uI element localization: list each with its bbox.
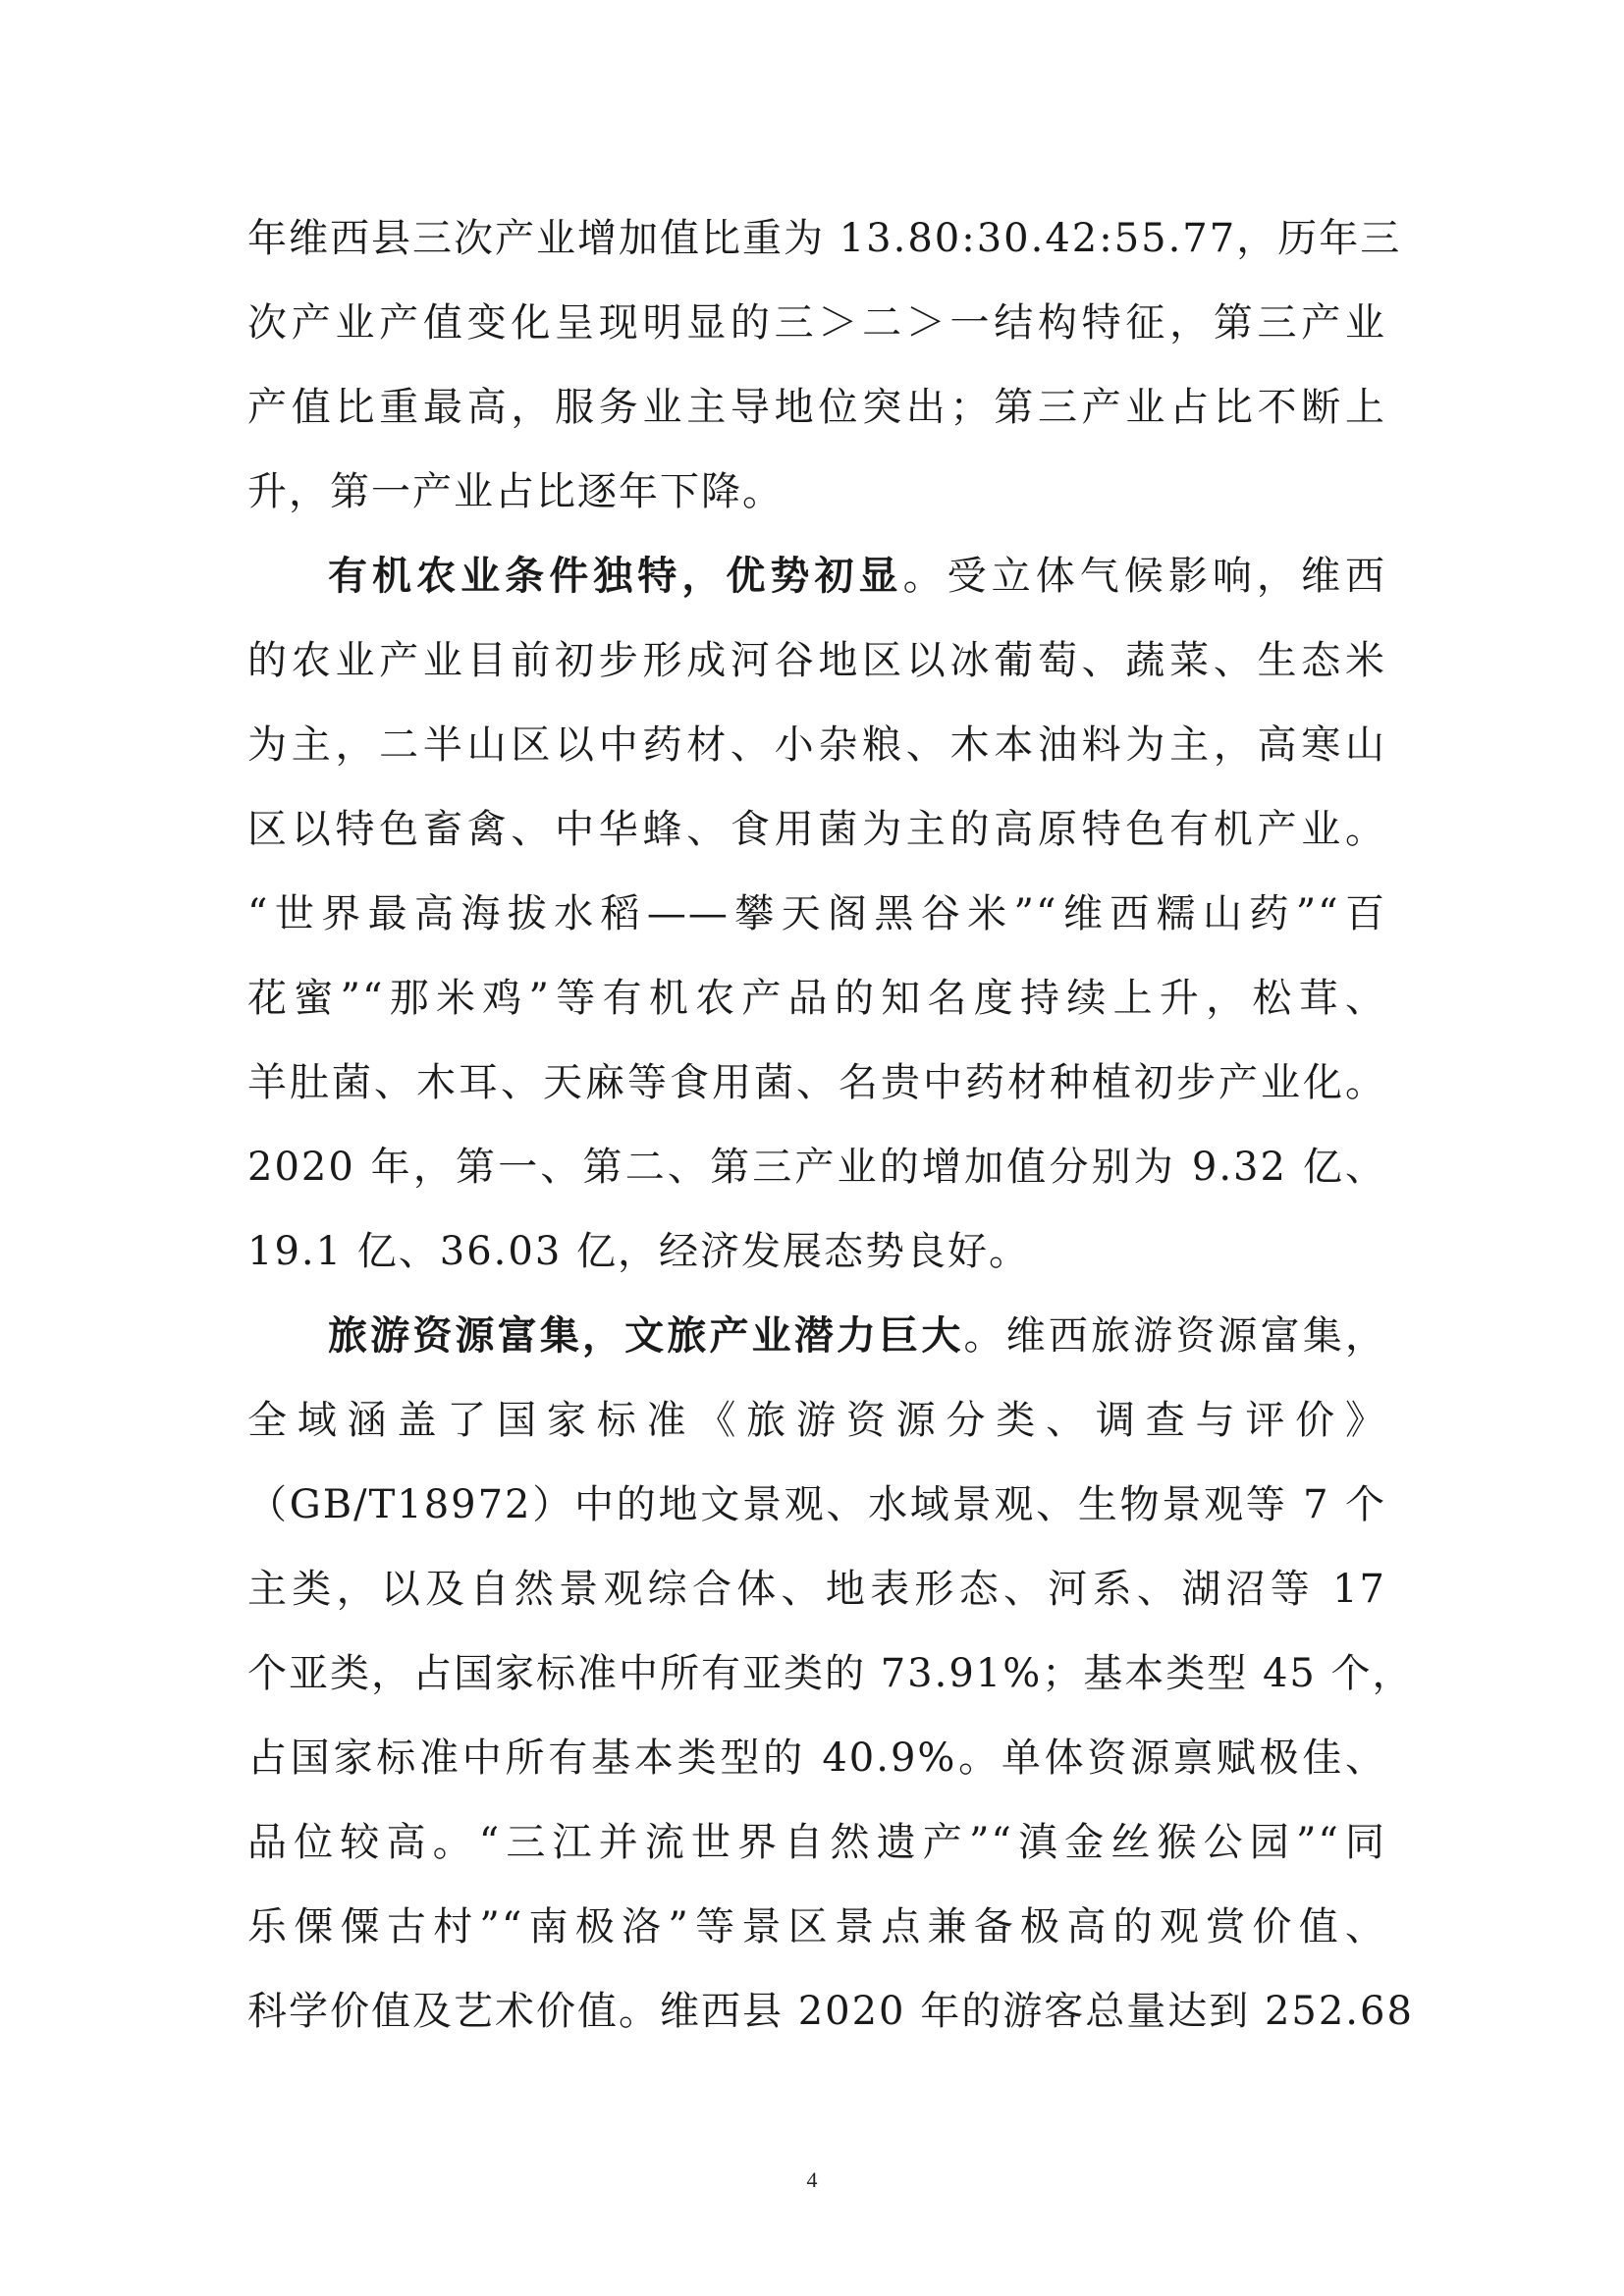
paragraph-industry-structure [247, 196, 1402, 534]
text-line: 羊肚菌、木耳、天麻等食用菌、名贵中药材种植初步产业化。 [247, 1060, 1386, 1105]
text-line: 花蜜”“那米鸡”等有机农产品的知名度持续上升，松茸、 [247, 976, 1386, 1021]
text-line: 全域涵盖了国家标准《旅游资源分类、调查与评价》 [247, 1398, 1386, 1443]
text-line: 个亚类，占国家标准中所有亚类的 73.91%；基本类型 45 个， [247, 1651, 1414, 1696]
text-line: 产值比重最高，服务业主导地位突出；第三产业占比不断上 [247, 385, 1386, 430]
text-line: 科学价值及艺术价值。维西县 2020 年的游客总量达到 252.68 [247, 1989, 1414, 2034]
text-line [247, 534, 1386, 618]
text-line: 乐傈僳古村”“南极洛”等景区景点兼备极高的观赏价值、 [247, 1904, 1386, 1949]
text-line: 的农业产业目前初步形成河谷地区以冰葡萄、蔬菜、生态米 [247, 638, 1386, 683]
text-line: 升，第一产业占比逐年下降。 [247, 469, 784, 514]
text-line: （GB/T18972）中的地文景观、水域景观、生物景观等 7 个 [247, 1482, 1386, 1527]
text-line: 区以特色畜禽、中华蜂、食用菌为主的高原特色有机产业。 [247, 807, 1386, 852]
text-line: 主类，以及自然景观综合体、地表形态、河系、湖沼等 17 [247, 1567, 1386, 1612]
text-line: 年维西县三次产业增加值比重为 13.80:30.42:55.77，历年三 [247, 216, 1402, 261]
text-line: 品位较高。“三江并流世界自然遗产”“滇金丝猴公园”“同 [247, 1820, 1386, 1865]
text-line: “世界最高海拔水稻——攀天阁黑谷米”“维西糯山药”“百 [247, 891, 1386, 936]
paragraph-organic-agriculture [247, 534, 1386, 1294]
page-number: 4 [806, 2167, 818, 2192]
text-line: 次产业产值变化呈现明显的三＞二＞一结构特征，第三产业 [247, 300, 1386, 346]
text-line: 19.1 亿、36.03 亿，经济发展态势良好。 [247, 1229, 1031, 1274]
paragraph-heading: 旅游资源富集，文旅产业潜力巨大 [328, 1312, 964, 1359]
text-line: 为主，二半山区以中药材、小杂粮、木本油料为主，高寒山 [247, 722, 1386, 768]
text-run: 。受立体气候影响，维西 [902, 554, 1387, 599]
paragraph-tourism-resources [247, 1294, 1414, 2054]
text-line: 2020 年，第一、第二、第三产业的增加值分别为 9.32 亿、 [247, 1145, 1386, 1190]
paragraph-heading: 有机农业条件独特，优势初显 [328, 553, 903, 599]
text-line: 占国家标准中所有基本类型的 40.9%。单体资源禀赋极佳、 [247, 1735, 1386, 1781]
text-run: 。维西旅游资源富集， [963, 1313, 1386, 1359]
text-line [247, 1294, 1386, 1378]
body-text [247, 196, 1414, 2054]
